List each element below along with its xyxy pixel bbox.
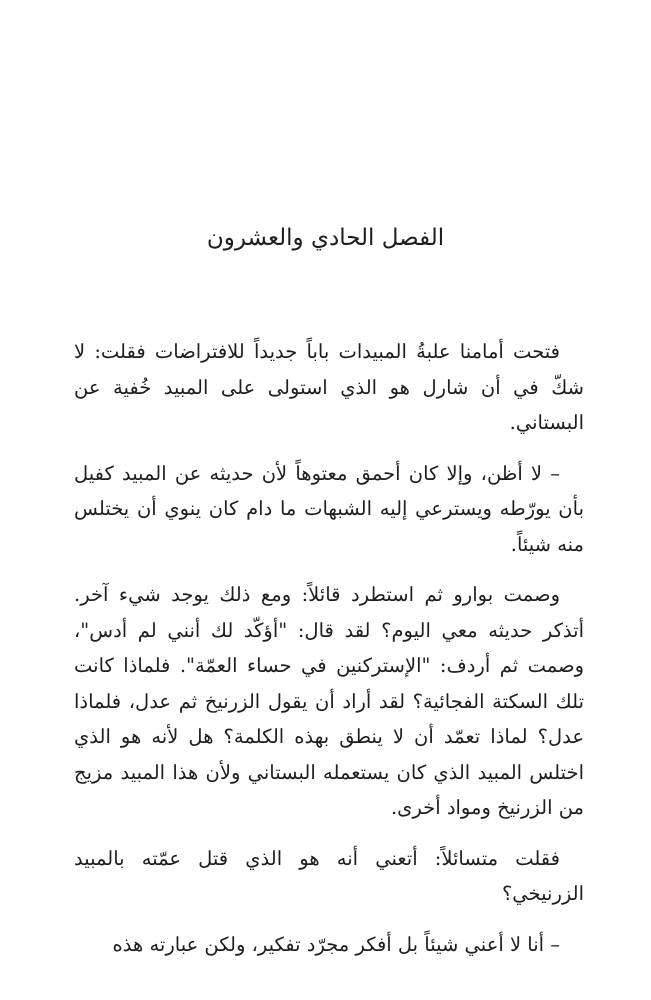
paragraph-1: فتحت أمامنا علبةُ المبيدات باباً جديداً للافتراضات فقلت: لا شكّ في أن شارل هو الذي استولى على المبيد خُفية عن البستاني. <box>74 340 584 434</box>
chapter-title: الفصل الحادي والعشرون <box>206 225 445 251</box>
paragraph-2: – لا أظن، وإلا كان أحمق معتوهاً لأن حديثه عن المبيد كفيل بأن يورّطه ويسترعي إليه الشبهات ما دام كان ينوي أن يختلس منه شيئاً. <box>74 461 584 556</box>
paragraph-3: وصمت بوارو ثم استطرد قائلاً: ومع ذلك يوجد شيء آخر. أتذكر حديثه معي اليوم؟ لقد قال: "أؤكّد لك أنني لم أدس"، وصمت ثم أردف: "الإستركنين في حساء العمّة". فلماذا كانت تلك السكتة الفجائية؟ لقد أراد أن يقول الزرنيخ ثم عدل، فلماذا عدل؟ لماذا تعمّد أن لا ينطق بهذه الكلمة؟ هل لأنه هو الذي اختلس المبيد الذي كان يستعمله البستاني ولأن هذا المبيد مزيج من الزرنيخ ومواد أخرى. <box>74 583 584 819</box>
paragraph-5: – أنا لا أعني شيئاً بل أفكر مجرّد تفكير، ولكن عبارته هذه <box>112 932 560 956</box>
chapter-body <box>74 334 584 977</box>
paragraph-4: فقلت متسائلاً: أتعني أنه هو الذي قتل عمّته بالمبيد الزرنيخي؟ <box>74 846 584 905</box>
